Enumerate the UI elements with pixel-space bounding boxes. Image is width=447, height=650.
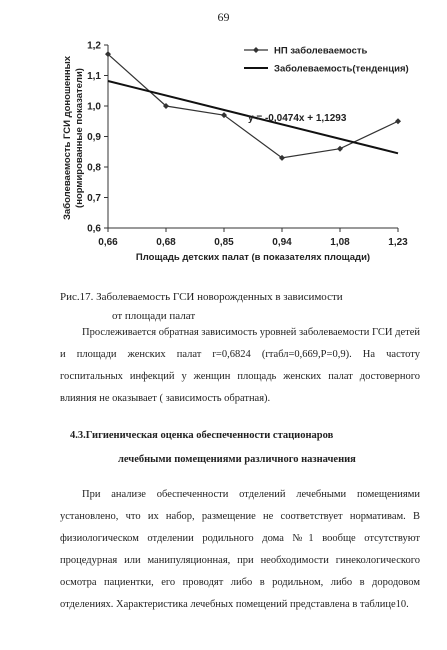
- y-tick-label: 1,0: [87, 101, 101, 113]
- chart-labels: [62, 41, 409, 264]
- x-tick-label: 1,08: [330, 237, 350, 248]
- figure-caption: [60, 288, 420, 326]
- y-tick-label: 1,2: [87, 40, 101, 52]
- trend-equation: y = -0,0474x + 1,1293: [248, 113, 347, 124]
- paragraph-2: [60, 484, 420, 616]
- x-tick-label: 0,66: [98, 237, 118, 248]
- section-heading: [70, 424, 420, 472]
- caption-line-2: от площади палат: [112, 310, 196, 322]
- legend-incidence-label: НП заболеваемость: [274, 45, 368, 57]
- paragraph-2-text: При анализе обеспеченности отделений лечебными помещениями установлено, что их набор, размещение не соответствует нормативам. В физиологическом отделении родильного дома №1 вообще отсутствуют процедурная или манипуляционная, при необходимости гинекологического осмотра пациентки, его проводят либо в родильном, либо в дородовом отделениях. Характеристика лечебных помещений представлена в таблице10.: [60, 489, 420, 610]
- heading-line-1: 4.3.Гигиеническая оценка обеспеченности стационаров: [70, 430, 334, 441]
- series-incidence-point: [395, 118, 401, 124]
- series-incidence-point: [337, 146, 343, 152]
- y-axis-label-1: Заболеваемость ГСИ доношенных: [62, 55, 73, 221]
- y-axis-label-2: (нормированные показатели): [74, 68, 85, 208]
- y-tick-label: 0,7: [87, 193, 101, 204]
- paragraph-1-text: Прослеживается обратная зависимость уровней заболеваемости ГСИ детей и площади женских палат r=0,6824 (rтабл=0,669,P=0,9). На частоту госпитальных инфекций у женщин площадь женских палат достоверного влияния не оказывает ( зависимость обратная).: [60, 327, 420, 404]
- legend-trend-label: Заболеваемость(тенденция): [274, 63, 409, 75]
- legend-incidence-marker: [253, 47, 259, 53]
- paragraph-1: [60, 322, 420, 410]
- page-number: 69: [217, 10, 230, 24]
- x-tick-label: 0,85: [214, 237, 234, 248]
- x-tick-label: 0,94: [272, 237, 292, 248]
- chart: [0, 30, 447, 288]
- y-tick-label: 1,1: [87, 71, 101, 82]
- caption-line-1: Рис.17. Заболеваемость ГСИ новорожденных в зависимости: [60, 291, 343, 303]
- y-tick-label: 0,6: [87, 223, 101, 235]
- x-axis-label: Площадь детских палат (в показателях площади): [135, 252, 371, 263]
- heading-line-2: лечебными помещениями различного назначения: [118, 454, 356, 465]
- x-tick-label: 0,68: [156, 237, 176, 248]
- x-tick-label: 1,23: [388, 237, 408, 248]
- y-tick-label: 0,8: [87, 162, 101, 174]
- y-tick-label: 0,9: [87, 132, 101, 143]
